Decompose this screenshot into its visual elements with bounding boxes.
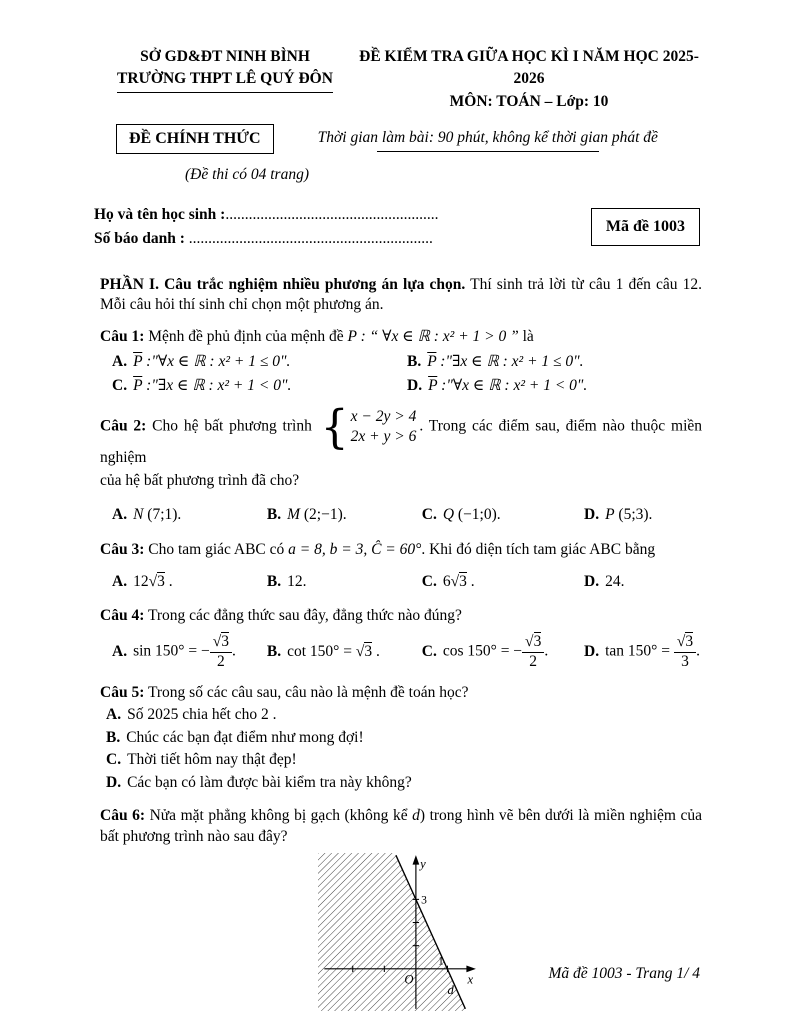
point-name: N — [133, 506, 144, 524]
option-letter: D. — [584, 506, 600, 524]
radicand: 3 — [459, 573, 467, 591]
q5-option-d — [106, 773, 702, 793]
line-d-label: d — [447, 983, 454, 998]
option-suffix: . — [466, 573, 475, 591]
option-letter: A. — [112, 506, 128, 524]
option-letter: C. — [421, 506, 437, 524]
official-exam-box: ĐỀ CHÍNH THỨC — [116, 124, 274, 153]
q1-options — [100, 352, 702, 396]
option-text: Các bạn có làm được bài kiểm tra này không? — [127, 773, 412, 791]
q2-option-d — [584, 505, 702, 525]
question-2-continuation: của hệ bất phương trình đã cho? — [100, 472, 300, 489]
part1-heading — [100, 275, 702, 316]
student-id-label: Số báo danh : — [94, 229, 189, 247]
option-text: Chúc các bạn đạt điểm như mong đợi! — [126, 728, 364, 746]
option-math: :"∀x ∈ ℝ : x² + 1 ≤ 0". — [142, 353, 291, 371]
department-name: SỞ GD&ĐT NINH BÌNH — [140, 48, 310, 65]
radicand: 3 — [157, 573, 165, 591]
origin-label: O — [404, 972, 414, 987]
x-tick-1-label: 1 — [438, 954, 444, 968]
option-letter: B. — [266, 642, 282, 660]
x-axis-label: x — [467, 972, 474, 987]
exam-title: ĐỀ KIỂM TRA GIỮA HỌC KÌ I NĂM HỌC 2025-2026 — [359, 48, 699, 88]
sqrt-icon: √ — [525, 633, 534, 651]
option-value: 12. — [287, 573, 307, 591]
option-suffix: . — [696, 642, 700, 660]
question-6-text: Nửa mặt phẳng không bị gạch (không kể — [149, 807, 413, 825]
point-coords: (5;3). — [614, 506, 653, 524]
q4-option-a — [112, 634, 267, 670]
option-suffix: . — [232, 642, 236, 660]
q1-option-a — [112, 352, 407, 372]
denominator: 2 — [216, 652, 225, 670]
option-letter: A. — [106, 706, 122, 724]
denominator: 3 — [681, 652, 689, 670]
part1-title: PHẦN I. Câu trắc nghiệm nhiều phương án lựa chọn. — [100, 276, 466, 293]
exam-code-box: Mã đề 1003 — [591, 208, 700, 245]
q1-option-c — [112, 376, 407, 396]
option-letter: D. — [584, 642, 600, 660]
y-axis-label: y — [420, 856, 426, 871]
q2-option-a — [112, 505, 267, 525]
option-suffix: . — [164, 573, 173, 591]
equation-lhs: cos 150° = − — [442, 642, 523, 660]
q1-option-b — [407, 352, 702, 372]
option-letter: A. — [112, 573, 128, 591]
q3-options — [100, 572, 702, 592]
q3-option-b — [267, 572, 422, 592]
q2-options — [100, 505, 702, 525]
question-3-text: Cho tam giác ABC có — [148, 540, 285, 558]
radicand: 3 — [364, 642, 373, 660]
question-4-text: Trong các đẳng thức sau đây, đẳng thức nào đúng? — [147, 606, 462, 624]
question-2-text2: . Trong các điểm sau, điểm nào thuộc miền nghiệm — [100, 417, 702, 466]
school-name: TRƯỜNG THPT LÊ QUÝ ĐÔN — [117, 68, 333, 92]
denominator: 2 — [529, 652, 538, 670]
option-letter: C. — [106, 751, 122, 769]
sqrt-icon: √ — [212, 633, 222, 651]
coefficient: 6 — [442, 573, 451, 591]
point-name: P — [605, 506, 615, 524]
point-name: M — [287, 506, 301, 524]
question-4-label: Câu 4: — [100, 606, 145, 624]
sqrt-icon: √ — [355, 642, 365, 660]
math-statement: : “ ∀x ∈ ℝ : x² + 1 > 0 ” — [356, 327, 519, 345]
q3-option-c — [422, 572, 584, 592]
system-line-1: x − 2y > 4 — [350, 408, 417, 426]
option-letter: C. — [112, 376, 128, 394]
p-bar: $\overline{P}$ — [428, 376, 438, 394]
option-letter: B. — [266, 506, 282, 524]
q4-option-c — [422, 634, 584, 670]
equation-lhs: tan 150° = — [605, 642, 674, 660]
question-6 — [100, 806, 702, 847]
question-5 — [100, 683, 702, 703]
q5-option-c — [106, 750, 702, 770]
sqrt-icon: √ — [676, 633, 686, 651]
system-line-2: 2x + y > 6 — [350, 428, 417, 446]
option-suffix: . — [372, 642, 380, 660]
page-footer: Mã đề 1003 - Trang 1/ 4 — [548, 964, 700, 982]
student-name-label: Họ và tên học sinh : — [94, 205, 226, 223]
option-letter: B. — [266, 573, 282, 591]
fraction — [522, 634, 544, 670]
brace-symbol: { — [320, 400, 349, 454]
duration-note: Thời gian làm bài: 90 phút, không kể thời gian phát đề — [317, 129, 658, 147]
option-letter: D. — [106, 773, 122, 791]
q6-figure-wrap — [94, 853, 702, 1011]
option-value: 24. — [605, 573, 625, 591]
sqrt-icon: √ — [148, 573, 158, 591]
option-letter: A. — [112, 353, 128, 371]
point-name: Q — [442, 506, 455, 524]
question-5-text: Trong số các câu sau, câu nào là mệnh đề toán học? — [147, 683, 469, 701]
question-1-label: Câu 1: — [100, 327, 145, 345]
q4-option-b — [267, 642, 422, 662]
line-d-ref: d — [412, 807, 420, 825]
option-math: :"∃x ∈ ℝ : x² + 1 < 0". — [142, 376, 292, 394]
option-math: :"∀x ∈ ℝ : x² + 1 < 0". — [437, 376, 588, 394]
coefficient: 12 — [133, 573, 149, 591]
option-math: :"∃x ∈ ℝ : x² + 1 ≤ 0". — [436, 353, 584, 371]
q5-option-a — [106, 705, 702, 725]
option-letter: C. — [421, 642, 437, 660]
q3-option-a — [112, 572, 267, 592]
point-coords: (−1;0). — [454, 506, 501, 524]
fraction — [210, 634, 232, 670]
option-letter: A. — [112, 642, 128, 660]
equation-lhs: sin 150° = − — [133, 642, 210, 660]
header-row2 — [94, 124, 702, 153]
hatched-region — [318, 853, 467, 1011]
question-4 — [100, 606, 702, 626]
option-letter: D. — [407, 376, 423, 394]
x-axis-arrow-icon — [466, 965, 475, 972]
question-6-text2: ) trong hình vẽ bên dưới là miền nghiệm của bất phương trình nào sau đây? — [100, 807, 703, 845]
question-1-text2: là — [522, 327, 534, 345]
option-suffix: . — [544, 642, 549, 660]
option-letter: D. — [584, 573, 600, 591]
question-1-text: Mệnh đề phủ định của mệnh đề — [148, 327, 344, 345]
radicand: 3 — [685, 633, 694, 651]
equation-lhs: cot 150° = — [287, 642, 356, 660]
y-axis-arrow-icon — [413, 855, 420, 864]
question-3 — [100, 540, 702, 560]
sqrt-icon: √ — [450, 573, 460, 591]
option-text: Số 2025 chia hết cho 2 . — [127, 706, 277, 724]
duration-underline — [377, 151, 599, 153]
option-letter: B. — [407, 353, 422, 371]
option-letter: C. — [421, 573, 437, 591]
subject-line: MÔN: TOÁN – Lớp: 10 — [449, 92, 609, 110]
q4-options — [100, 634, 702, 670]
point-coords: (2;−1). — [300, 506, 347, 524]
part1-instructions: Thí sinh trả lời từ câu 1 đến câu 12. Mỗi câu hỏi thí sinh chỉ chọn một phương án. — [100, 276, 702, 314]
point-coords: (7;1). — [143, 506, 182, 524]
p-bar: $\overline{P}$ — [133, 376, 143, 394]
option-letter: B. — [106, 728, 121, 746]
question-1 — [100, 327, 702, 347]
q3-option-d — [584, 572, 702, 592]
radicand: 3 — [221, 633, 229, 651]
student-id-dots: ............................................................... — [188, 229, 433, 247]
math-p: P — [347, 327, 357, 345]
question-3-label: Câu 3: — [100, 540, 145, 558]
header — [94, 46, 702, 113]
question-3-text2: . Khi đó diện tích tam giác ABC bằng — [421, 540, 656, 558]
triangle-data: a = 8, b = 3, Ĉ = 60° — [288, 540, 422, 558]
question-2-label: Câu 2: — [100, 417, 147, 435]
q4-option-d — [584, 634, 702, 670]
inequality-system — [320, 400, 417, 454]
question-2 — [100, 400, 702, 468]
option-text: Thời tiết hôm nay thật đẹp! — [127, 751, 297, 769]
radicand: 3 — [533, 633, 542, 651]
q2-option-c — [422, 505, 584, 525]
question-2-text: Cho hệ bất phương trình — [152, 417, 312, 435]
student-id-line — [94, 227, 591, 251]
question-6-label: Câu 6: — [100, 807, 146, 825]
question-5-label: Câu 5: — [100, 683, 145, 701]
p-bar: $\overline{P}$ — [427, 353, 437, 371]
q1-option-d — [407, 376, 702, 396]
student-info-row — [94, 203, 702, 251]
student-name-line — [94, 203, 591, 227]
student-name-dots: ....................................................... — [225, 205, 439, 223]
q2-option-b — [267, 505, 422, 525]
y-tick-3-label: 3 — [421, 893, 427, 907]
q6-figure — [318, 853, 478, 1011]
pages-note: (Đề thi có 04 trang) — [185, 165, 309, 183]
p-bar: $\overline{P}$ — [133, 353, 143, 371]
q5-option-b — [106, 728, 702, 748]
fraction — [674, 634, 696, 670]
